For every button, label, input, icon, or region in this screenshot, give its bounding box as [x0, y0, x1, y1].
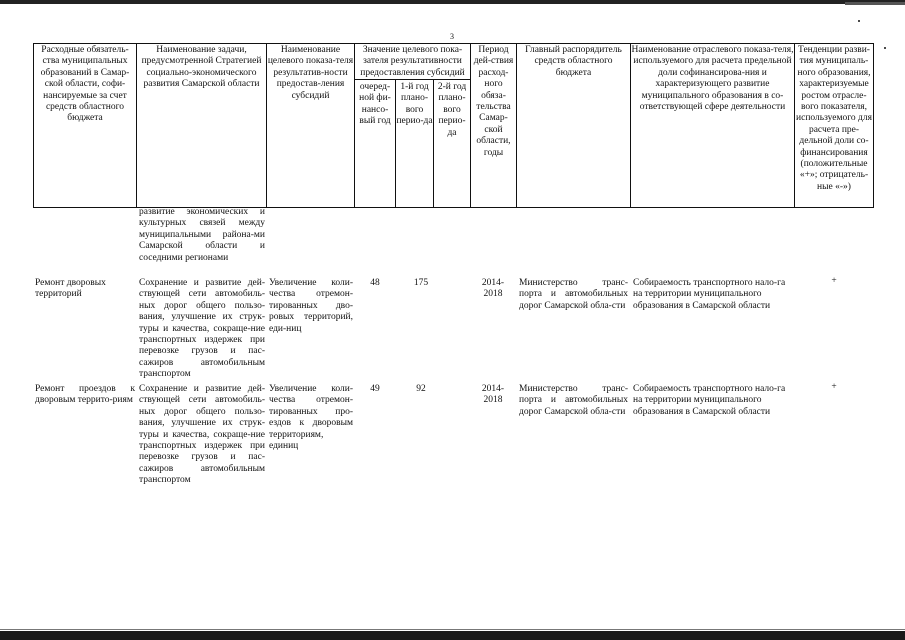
scan-edge-top-right	[845, 2, 905, 5]
row-value-plan-year-1: 175	[413, 278, 429, 288]
header-sector-indicator: Наименование отраслевого показа-теля, используемого для расчета предельной доли софинансирова-ния и характеризующего развитие муниципального образования в со-ответствующей сфере деятельности	[631, 45, 794, 113]
page-number: 3	[450, 32, 454, 41]
row-period: 2014-2018	[481, 384, 505, 406]
row-task: Сохранение и развитие дей-ствующей сети автомобиль-ных дорог общего пользо-вания, улучшение их струк-туры и качества, сокраще-ние транспортных издержек при перевозке грузов и пас-сажиров автомобильным транспортом	[139, 278, 265, 380]
header-target-indicator: Наименование целевого показа-теля результатив-ности предостав-ления субсидий	[267, 45, 354, 101]
row-manager: Министерство транс-порта и автомобильных дорог Самарской обла-сти	[519, 384, 628, 417]
row-indicator: Увеличение коли-чества отремон-тированных дво-ровых территорий, еди-ниц	[269, 278, 353, 334]
header-obligations: Расходные обязатель-ства муниципальных образований в Самар-ской области, софи-нансируемые за счет средств областного бюджета	[40, 45, 130, 124]
header-plan-year-1: 1-й год плано-вого перио-да	[396, 82, 433, 127]
header-vline	[873, 43, 874, 208]
row-sector-indicator: Собираемость транспортного нало-га на территории муниципального образования в Самарской области	[633, 384, 786, 417]
row-obligation: Ремонт дворовых территорий	[35, 278, 106, 300]
row-period: 2014-2018	[481, 278, 505, 300]
header-period: Период дей-ствия расход-ного обяза-тельства Самар-ской области, годы	[473, 45, 514, 158]
row-indicator: Увеличение коли-чества отремон-тированных про-ездов к дворовым территориям, единиц	[269, 384, 353, 452]
scan-speck	[858, 20, 860, 22]
row-obligation: Ремонт проездов к дворовым террито-риям	[35, 384, 135, 406]
row-value-next-year: 49	[370, 384, 380, 394]
header-border-top	[33, 43, 874, 44]
header-task: Наименование задачи, предусмотренной Стратегией социально-экономического развития Самарской области	[141, 45, 262, 90]
row-value-next-year: 48	[370, 278, 380, 288]
scan-edge-top	[0, 0, 905, 4]
row-task: Сохранение и развитие дей-ствующей сети автомобиль-ных дорог общего пользо-вания, улучшение их струк-туры и качества, сокраще-ние транспортных издержек при перевозке грузов и пас-сажиров автомобильным транспортом	[139, 384, 265, 486]
scan-edge-bottom-line	[0, 629, 905, 630]
row-trend: +	[831, 276, 837, 286]
row-manager: Министерство транс-порта и автомобильных дорог Самарской обла-сти	[519, 278, 628, 311]
scan-speck	[884, 47, 886, 49]
row-sector-indicator: Собираемость транспортного нало-га на территории муниципального образования в Самарской области	[633, 278, 786, 311]
header-manager: Главный распорядитель средств областного бюджета	[525, 45, 622, 78]
header-next-year: очеред-ной фи-нансо-вый год	[359, 82, 391, 127]
row-value-plan-year-1: 92	[416, 384, 426, 394]
header-plan-year-2: 2-й год плано-вого перио-да	[437, 82, 467, 138]
header-trend: Тенденции разви-тия муниципаль-ного образования, характеризуемые ростом отрасле-вого показателя, используемого для расчета пре-дельной доли со-финансирования (положительные «+»; отрицатель-ные «-»)	[796, 45, 872, 192]
continuation-task-text: развитие экономических и культурных связей между муниципальными района-ми Самарской области и соседними регионами	[139, 207, 265, 263]
row-trend: +	[831, 382, 837, 392]
scan-edge-bottom	[0, 631, 905, 640]
header-indicator-values: Значение целевого пока-зателя результативности предоставления субсидий	[360, 45, 465, 78]
